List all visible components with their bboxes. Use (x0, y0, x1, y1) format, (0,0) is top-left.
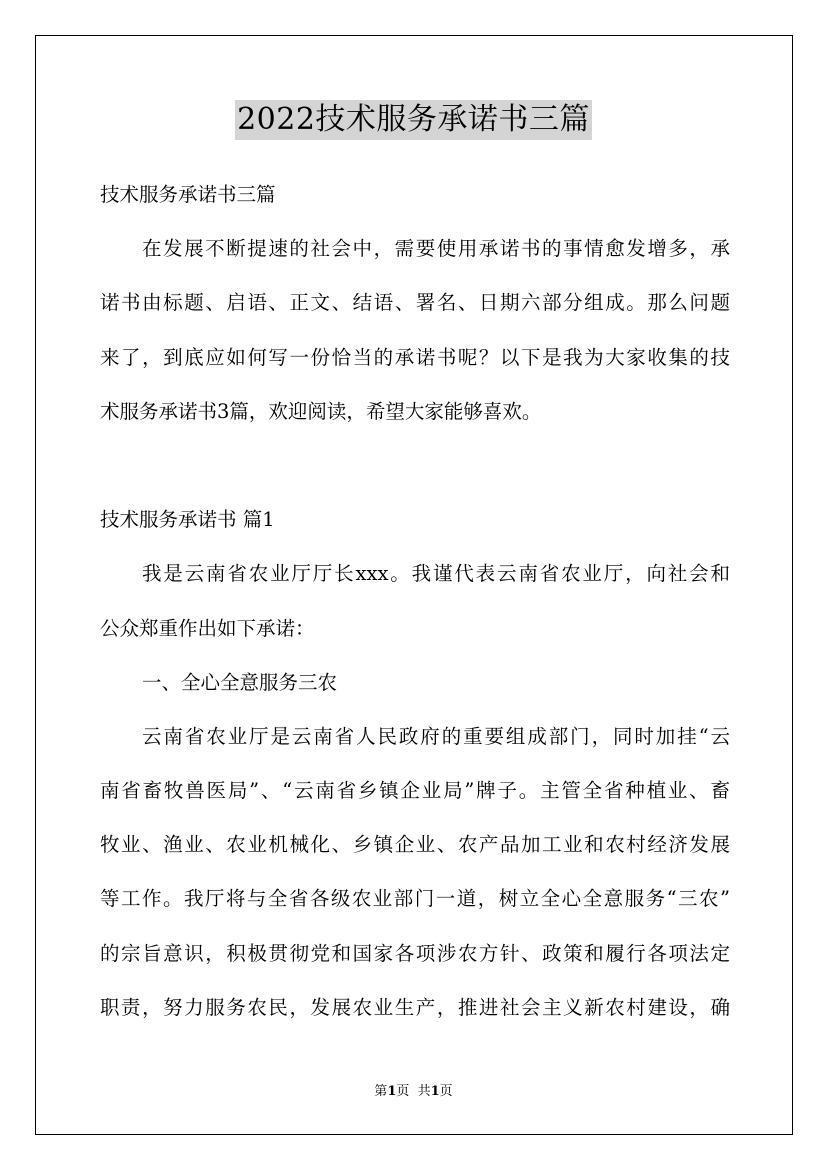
body-line: 的宗旨意识，积极贯彻党和国家各项涉农方针、政策和履行各项法定 (100, 941, 730, 965)
body-line: 南省畜牧兽医局”、“云南省乡镇企业局”牌子。主管全省种植业、畜 (100, 779, 730, 803)
body-line: 等工作。我厅将与全省各级农业部门一道，树立全心全意服务“三农” (100, 887, 730, 911)
current-page-number: 1 (387, 1084, 397, 1099)
subsection-heading: 一、全心全意服务三农 (142, 670, 338, 694)
body-line: 诺书由标题、启语、正文、结语、署名、日期六部分组成。那么问题 (100, 291, 730, 315)
body-line: 我是云南省农业厅厅长xxx。我谨代表云南省农业厅，向社会和 (142, 562, 730, 586)
body-line: 技术服务承诺书三篇 (100, 183, 276, 206)
total-pages-number: 1 (430, 1084, 440, 1099)
body-line (100, 439, 730, 493)
title-container (0, 100, 827, 140)
body-line: 在发展不断提速的社会中，需要使用承诺书的事情愈发增多，承 (142, 237, 730, 261)
body-line: 术服务承诺书3篇，欢迎阅读，希望大家能够喜欢。 (100, 399, 542, 423)
body-line: 来了，到底应如何写一份恰当的承诺书呢？以下是我为大家收集的技 (100, 345, 730, 369)
footer-middle: 页 共 (396, 1084, 431, 1099)
body-line: 公众郑重作出如下承诺： (100, 616, 315, 640)
footer-suffix: 页 (439, 1084, 453, 1099)
page-footer (0, 1082, 827, 1102)
document-body (100, 168, 730, 1035)
body-line: 牧业、渔业、农业机械化、乡镇企业、农产品加工业和农村经济发展 (100, 833, 730, 857)
footer-prefix: 第 (374, 1084, 388, 1099)
document-title: 2022技术服务承诺书三篇 (235, 100, 592, 140)
section-heading: 技术服务承诺书 篇1 (100, 508, 275, 532)
body-line: 云南省农业厅是云南省人民政府的重要组成部门，同时加挂“云 (142, 724, 730, 748)
body-line: 职责，努力服务农民，发展农业生产，推进社会主义新农村建设，确 (100, 995, 730, 1019)
